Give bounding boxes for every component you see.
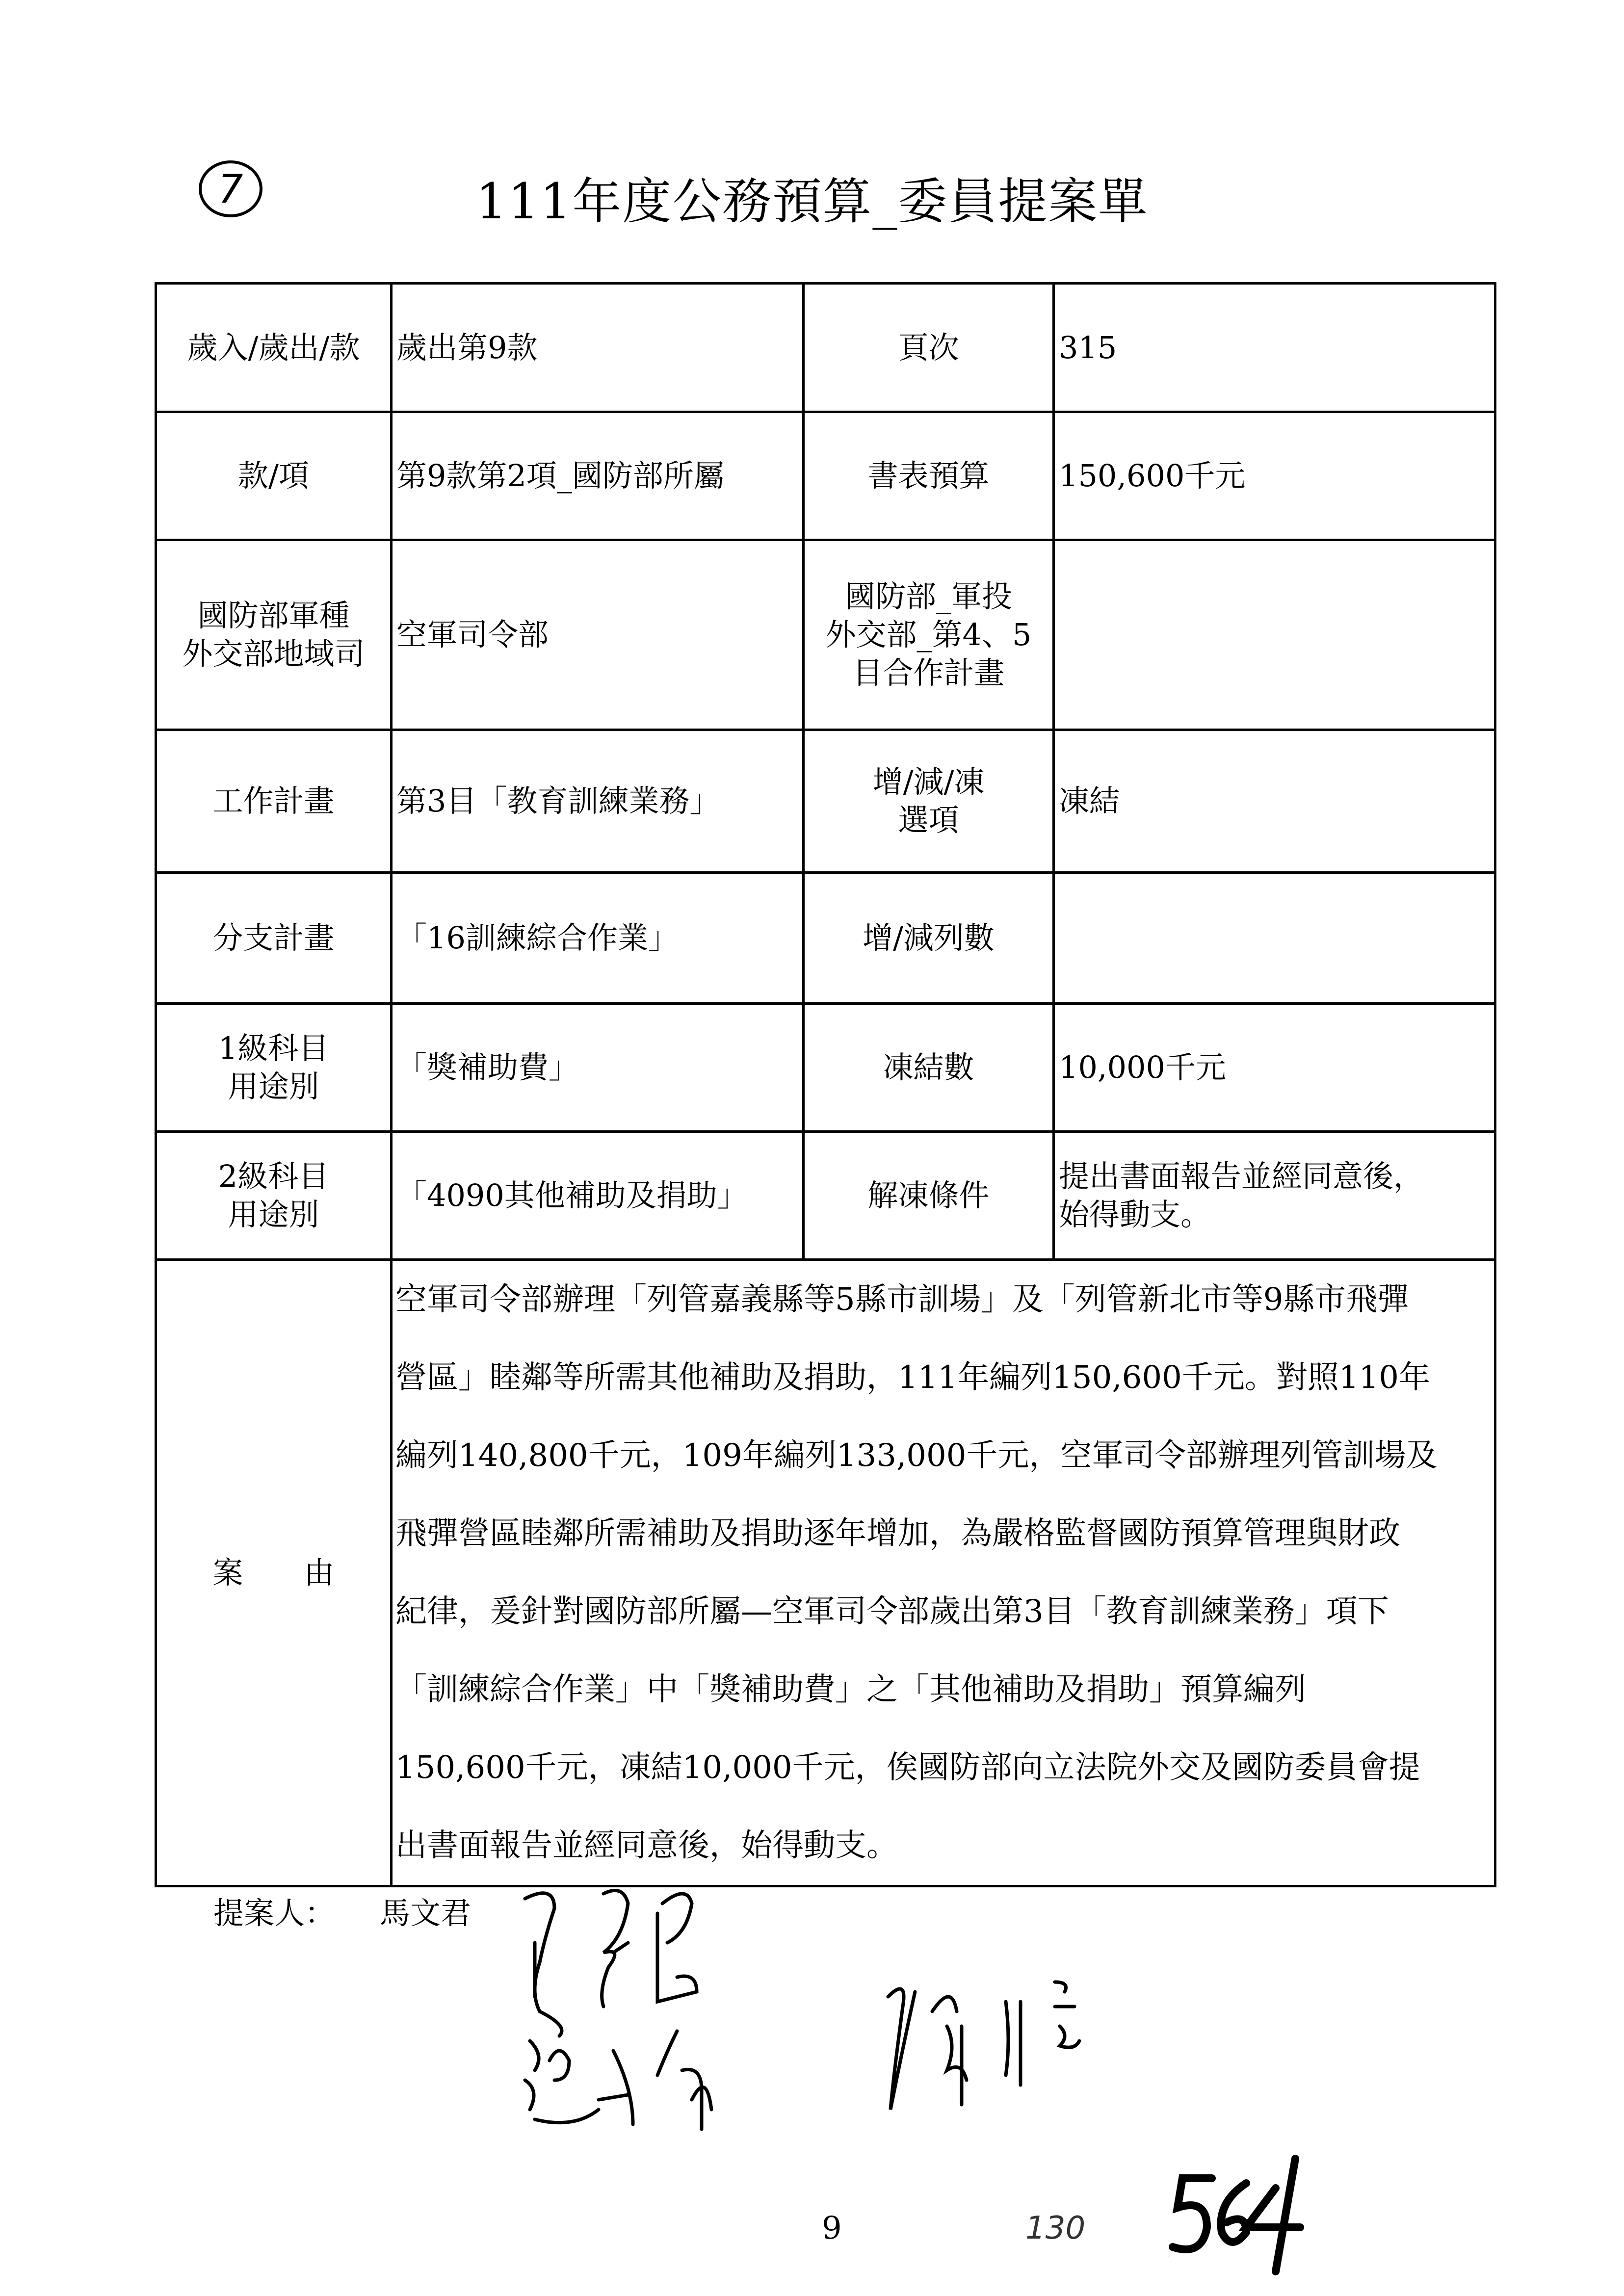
reason-line: 150,600千元，凍結10,000千元，俟國防部向立法院外交及國防委員會提 — [395, 1749, 1420, 1786]
handwritten-number-130: 130 — [1025, 2210, 1086, 2246]
form-row — [156, 1004, 1495, 1132]
field-value: 10,000千元 — [1054, 1004, 1495, 1132]
field-label: 書表預算 — [804, 412, 1054, 540]
field-label: 增/減列數 — [804, 873, 1054, 1004]
document-title: 111年度公務預算_委員提案單 — [475, 173, 1149, 230]
reason-line: 出書面報告並經同意後，始得動支。 — [395, 1827, 898, 1864]
signature-1 — [525, 1890, 697, 2036]
field-value: 「16訓練綜合作業」 — [392, 873, 804, 1004]
reason-label: 案 由 — [156, 1260, 392, 1886]
field-value: 第9款第2項_國防部所屬 — [392, 412, 804, 540]
reason-line: 紀律，爰針對國防部所屬—空軍司令部歲出第3目「教育訓練業務」項下 — [395, 1593, 1389, 1630]
form-row — [156, 873, 1495, 1004]
form-row — [156, 1132, 1495, 1260]
form-row — [156, 540, 1495, 730]
field-label: 1級科目 用途別 — [156, 1004, 392, 1132]
handwritten-number-564 — [1173, 2159, 1300, 2271]
field-value: 第3目「教育訓練業務」 — [392, 730, 804, 873]
field-label: 國防部_軍投 外交部_第4、5 目合作計畫 — [804, 540, 1054, 730]
svg-text:7: 7 — [218, 166, 243, 212]
field-label: 2級科目 用途別 — [156, 1132, 392, 1260]
field-label: 工作計畫 — [156, 730, 392, 873]
field-label: 國防部軍種 外交部地域司 — [156, 540, 392, 730]
page-number: 9 — [822, 2210, 842, 2246]
signature-3 — [888, 1982, 1079, 2110]
field-value: 「4090其他補助及捐助」 — [392, 1132, 804, 1260]
field-label: 款/項 — [156, 412, 392, 540]
field-value: 提出書面報告並經同意後， 始得動支。 — [1054, 1132, 1495, 1260]
field-value: 凍結 — [1054, 730, 1495, 873]
reason-line: 編列140,800千元，109年編列133,000千元，空軍司令部辦理列管訓場及 — [395, 1437, 1438, 1474]
field-label: 歲入/歲出/款 — [156, 284, 392, 412]
form-row — [156, 412, 1495, 540]
field-label: 凍結數 — [804, 1004, 1054, 1132]
field-label: 分支計畫 — [156, 873, 392, 1004]
field-value — [1054, 540, 1495, 730]
signature-2 — [525, 2031, 711, 2129]
proposal-form-table — [155, 282, 1496, 1887]
form-row — [156, 284, 1495, 412]
reason-row — [156, 1260, 1495, 1886]
field-value: 「獎補助費」 — [392, 1004, 804, 1132]
proposer-label: 提案人： — [213, 1895, 336, 1931]
field-value: 150,600千元 — [1054, 412, 1495, 540]
reason-line: 飛彈營區睦鄰所需補助及捐助逐年增加，為嚴格監督國防預算管理與財政 — [395, 1515, 1400, 1552]
field-value — [1054, 873, 1495, 1004]
form-row — [156, 730, 1495, 873]
field-label: 增/減/凍 選項 — [804, 730, 1054, 873]
field-value: 歲出第9款 — [392, 284, 804, 412]
field-value: 315 — [1054, 284, 1495, 412]
reason-line: 空軍司令部辦理「列管嘉義縣等5縣市訓場」及「列管新北市等9縣市飛彈 — [395, 1281, 1409, 1318]
proposer-name: 馬文君 — [380, 1895, 471, 1931]
reason-line: 「訓練綜合作業」中「獎補助費」之「其他補助及捐助」預算編列 — [395, 1671, 1306, 1708]
reason-line: 營區」睦鄰等所需其他補助及捐助，111年編列150,600千元。對照110年 — [395, 1359, 1430, 1396]
reason-text — [392, 1260, 1495, 1886]
field-value: 空軍司令部 — [392, 540, 804, 730]
field-label: 解凍條件 — [804, 1132, 1054, 1260]
field-label: 頁次 — [804, 284, 1054, 412]
